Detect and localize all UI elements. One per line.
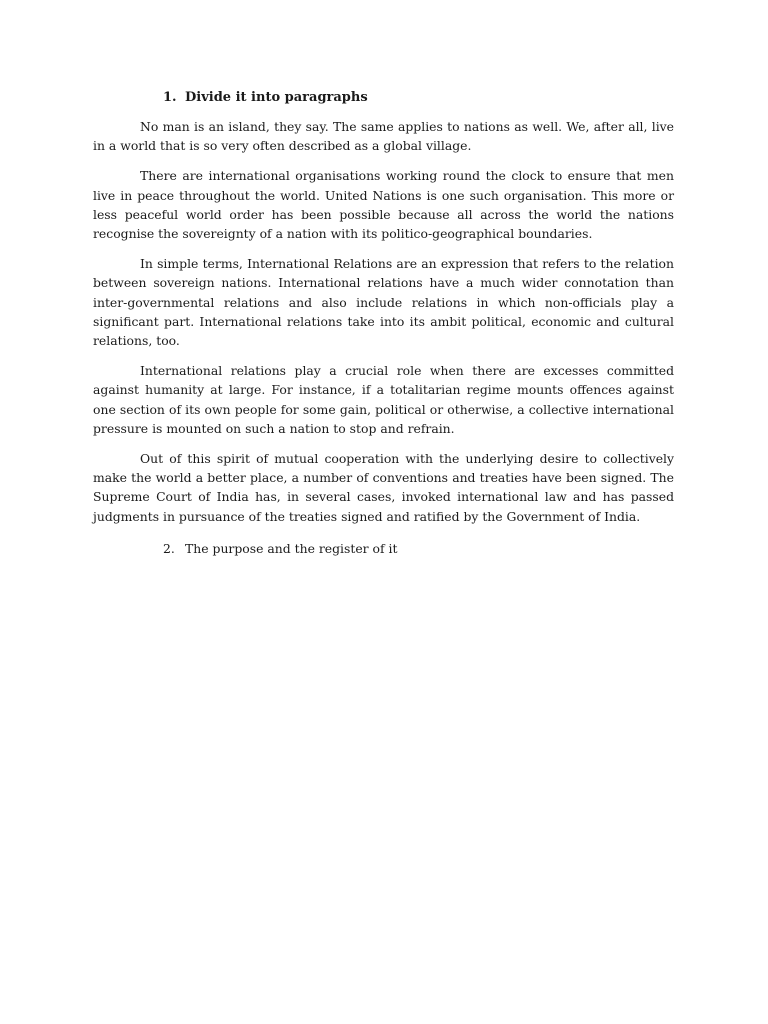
document-page xyxy=(93,88,674,558)
paragraph-4: International relations play a crucial role when there are excesses committed against humanity at large. For instance, if a totalitarian regime mounts offences against one section of its own people for some gain, political or otherwise, a collective international pressure is mounted on such a nation to stop and refrain. xyxy=(93,363,674,436)
paragraph-2: There are international organisations working round the clock to ensure that men live in peace throughout the world. United Nations is one such organisation. This more or less peaceful world order has been possible because all across the world the nations recognise the sovereignty of a nation with its politico-geographical boundaries. xyxy=(93,168,674,242)
paragraph-1: No man is an island, they say. The same applies to nations as well. We, after all, live in a world that is so very often described as a global village. xyxy=(93,119,674,154)
section-2-number: 2. xyxy=(163,540,175,556)
paragraph-3: In simple terms, International Relations are an expression that refers to the relation between sovereign nations. International relations have a much wider connotation than inter-governmental relations and also include relations in which non-officials play a significant part. International relations take into its ambit political, economic and cultural relations, too. xyxy=(93,256,674,349)
section-1-heading xyxy=(163,88,674,107)
section-1-number: 1. xyxy=(163,90,177,105)
section-2-title: The purpose and the register of it xyxy=(185,540,398,556)
paragraph-5: Out of this spirit of mutual cooperation with the underlying desire to collectively make the world a better place, a number of conventions and treaties have been signed. The Supreme Court of India has, in several cases, invoked international law and has passed judgments in pursuance of the treaties signed and ratified by the Government of India. xyxy=(93,451,674,524)
section-2-heading xyxy=(163,539,674,558)
section-1-title: Divide it into paragraphs xyxy=(185,90,368,105)
